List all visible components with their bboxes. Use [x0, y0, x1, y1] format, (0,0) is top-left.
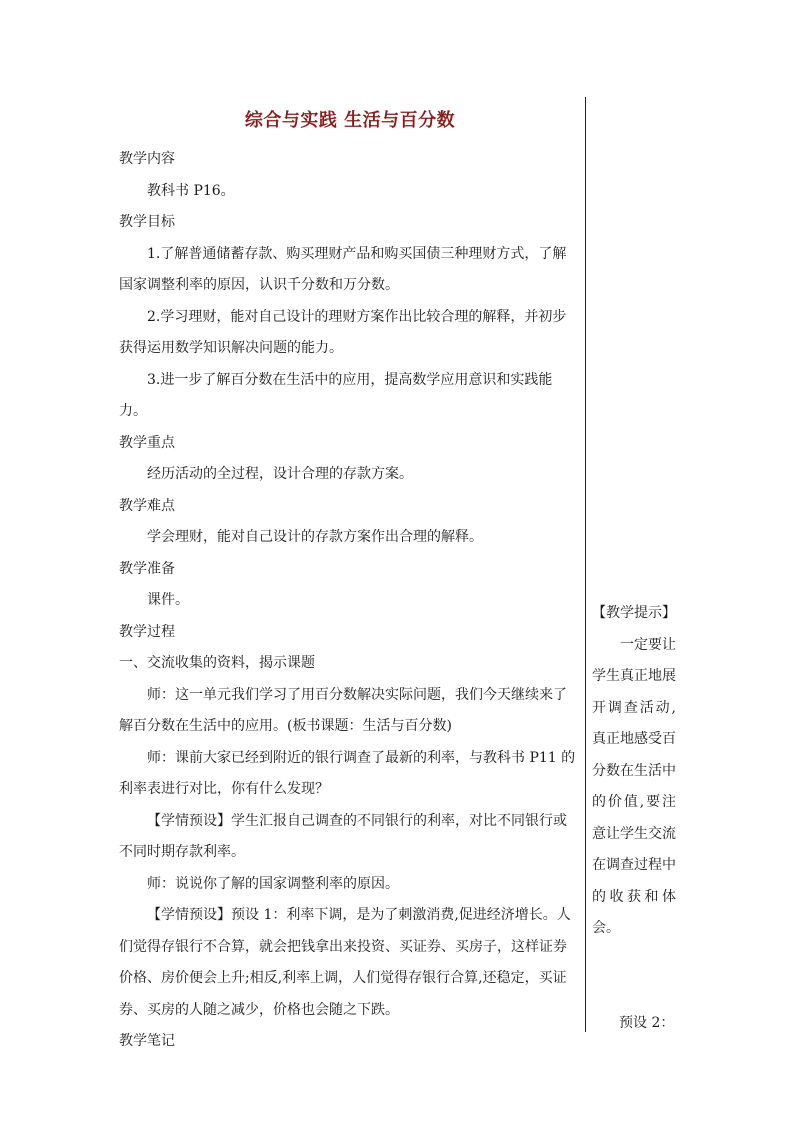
- goal-1: 1.了解普通储蓄存款、购买理财产品和购买国债三种理财方式，了解国家调整利率的原因，认识千分数和万分数。: [119, 245, 567, 293]
- hint-body: 一定要让学生真正地展开调查活动,真正地感受百分数在生活中的价值,要注意让学生交流在调查过程中的收获和体会。: [592, 636, 676, 936]
- goal-2: 2.学习理财，能对自己设计的理财方案作出比较合理的解释，并初步获得运用数学知识解决问题的能力。: [119, 308, 567, 356]
- difficulty-text: 学会理财，能对自己设计的存款方案作出合理的解释。: [147, 529, 483, 545]
- goal-3: 3.进一步了解百分数在生活中的应用，提高数学应用意识和实践能力。: [119, 371, 553, 419]
- process-heading: 教学过程: [119, 623, 175, 640]
- hint-title: 【教学提示】: [592, 605, 676, 621]
- prep-text: 课件。: [147, 592, 189, 608]
- paragraph-3: 【学情预设】学生汇报自己调查的不同银行的利率，对比不同银行或不同时期存款利率。: [119, 812, 567, 860]
- paragraph-4: 师：说说你了解的国家调整利率的原因。: [147, 875, 399, 892]
- sidebar-notes: [592, 598, 676, 1031]
- content-heading: 教学内容: [119, 151, 175, 167]
- key-heading: 教学重点: [119, 434, 175, 451]
- step1-heading: 一、交流收集的资料，揭示课题: [119, 655, 315, 671]
- preset-2-label: 预设 2：: [619, 1015, 675, 1031]
- notes-heading: 教学笔记: [119, 1033, 175, 1049]
- page-title: 综合与实践 生活与百分数: [244, 110, 456, 131]
- content-text: 教科书 P16。: [147, 182, 235, 199]
- difficulty-heading: 教学难点: [119, 497, 175, 514]
- paragraph-2: 师：课前大家已经到附近的银行调查了最新的利率，与教科书 P11 的利率表进行对比，你有什么发现？: [119, 749, 576, 797]
- prep-heading: 教学准备: [119, 560, 175, 577]
- goals-heading: 教学目标: [119, 214, 175, 230]
- paragraph-1: 师：这一单元我们学习了用百分数解决实际问题，我们今天继续来了解百分数在生活中的应用。(板书课题：生活与百分数): [119, 686, 567, 734]
- column-divider: [585, 97, 586, 1032]
- key-text: 经历活动的全过程，设计合理的存款方案。: [147, 466, 413, 482]
- main-column: [119, 144, 579, 1058]
- paragraph-5: 【学情预设】预设 1：利率下调，是为了刺激消费,促进经济增长。人们觉得存银行不合算，就会把钱拿出来投资、买证券、买房子，这样证券价格、房价便会上升;相反,利率上调，人们觉得存银行合算,还稳定，买证券、买房的人随之减少，价格也会随之下跌。: [119, 907, 571, 1018]
